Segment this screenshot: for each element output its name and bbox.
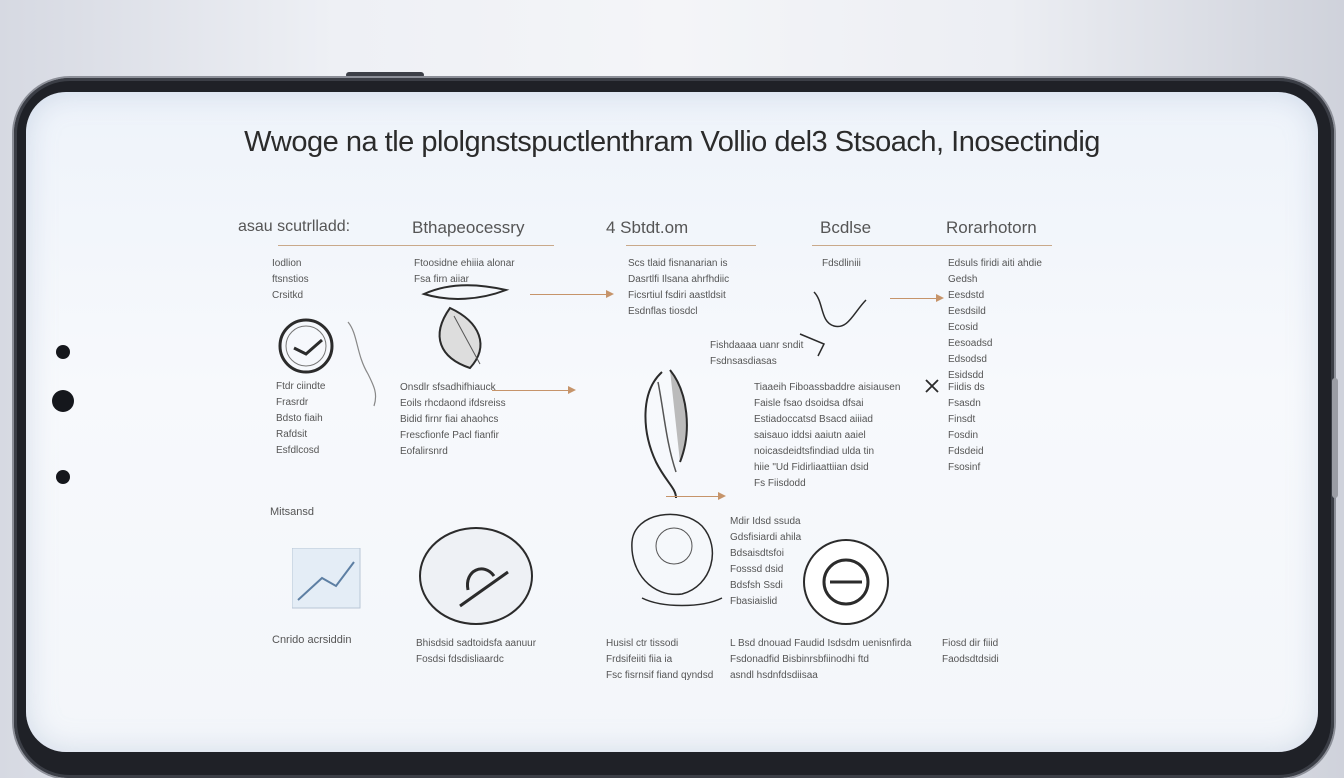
page-title: Wwoge na tle plolgnstspuctlenthram Vollio del3 Stsoach, Inosectindig [244,126,1100,158]
text-block: Fiidis ds Fsasdn Finsdt Fosdin Fdsdeid Fsosinf [948,382,985,473]
figure-sketch-icon [636,362,716,502]
front-camera [52,390,74,412]
timer-icon [800,536,892,628]
text-block: Edsuls firidi aiti ahdie Gedsh Eesdstd Eesdsild Ecosid Eesoadsd Edsodsd Esidsdd [948,258,1042,381]
text-block: Tiaaeih Fiboassbaddre aisiausen Faisle fsao dsoidsa dfsai Estiadoccatsd Bsacd aiiiad saisauo iddsi aaiutn aaiel noicasdeidtsfindiad ulda tin hiie "Ud Fidirliaattiian dsid Fs Fiisdodd [754,382,901,489]
column-header-5: Rorarhotorn [946,218,1037,237]
text-block: Bhisdsid sadtoidsfa aanuur Fosdsi fdsdisliaardc [416,638,537,665]
column-header-3: 4 Sbtdt.om [606,218,689,237]
text-block: Mdir Idsd ssuda Gdsfisiardi ahila Bdsaisdtsfoi Fosssd dsid Bdsfsh Ssdi Fbasiaislid [730,516,802,607]
leaf-sketch-icon [420,276,520,376]
hand-sketch-icon [794,282,874,362]
text-block: Ftdr ciindte Frasrdr Bdsto fiaih Rafdsit Esfdlcosd [276,381,326,456]
device-side-button[interactable] [1332,378,1338,498]
text-block: Scs tlaid fisnanarian is Dasrtlfi Ilsana ahrfhdiic Ficsrtiul fsdiri aastldsit Esdnflas tiosdcl [628,258,730,317]
face-sketch-icon [414,510,544,630]
step-label: Cnrido acrsiddin [272,634,352,646]
header-rule [812,245,1052,246]
column-header-2: Bthapeocessry [412,218,525,237]
header-rule [626,245,756,246]
sensor-dot [56,345,70,359]
flow-arrow [530,294,612,295]
text-block: Fiosd dir fiiid Faodsdtdsidi [942,638,999,665]
text-block: Iodlion ftsnstios Crsitkd [272,258,309,301]
chart-thumbnail-icon [292,548,362,610]
column-header-4: Bcdlse [820,218,872,237]
column-header-1: asau scutrlladd: [238,218,351,235]
sensor-dot [56,470,70,484]
text-block: Fdsdliniii [822,258,861,269]
close-icon[interactable] [924,378,940,394]
text-block: Ftoosidne ehiiia alonar Fsa firn aiiar [414,258,515,285]
flow-arrow [666,496,724,497]
text-block: Onsdlr sfsadhifhiauck Eoils rhcdaond ifdsreiss Bidid firnr fiai ahaohcs Frescfionfe Pacl fianfir Eofalirsnrd [400,382,506,457]
text-block: Fishdaaaa uanr sndit Fsdnsasdiasas [710,340,804,367]
text-block: L Bsd dnouad Faudid Isdsdm uenisnfirda Fsdonadfid Bisbinrsbfiinodhi ftd asndl hsdnfdsdiisaa [730,638,912,681]
step-label: Mitsansd [270,506,315,518]
text-block: Husisl ctr tissodi Frdsifeiiti fiia ia Fsc fisrnsif fiand qyndsd [606,638,714,681]
head-sketch-icon [622,502,732,614]
flow-arrow [890,298,942,299]
tablet-screen [26,92,1318,752]
header-rule [278,245,554,246]
